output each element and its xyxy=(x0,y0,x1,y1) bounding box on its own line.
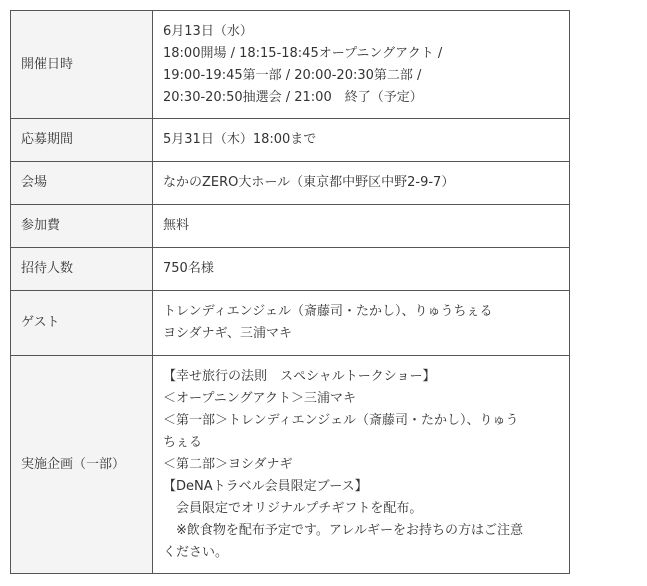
value-line: ちぇる xyxy=(163,434,203,450)
value-line: 無料 xyxy=(163,218,190,233)
value-line: なかのZERO大ホール（東京都中野区中野2-9-7） xyxy=(163,175,455,190)
table-row-invitees xyxy=(11,248,570,291)
row-value xyxy=(153,248,570,291)
table-row-guests xyxy=(11,291,570,356)
value-line: トレンディエンジェル（斎藤司・たかし）、りゅうちぇる xyxy=(163,304,493,319)
row-label: 会場 xyxy=(11,162,153,205)
row-label: 応募期間 xyxy=(11,119,153,162)
table-row-program xyxy=(11,356,570,574)
value-line: 会員限定でオリジナルプチギフトを配布。 xyxy=(163,500,423,516)
value-line: 20:30-20:50抽選会 / 21:00 終了（予定） xyxy=(163,89,423,105)
row-label: 実施企画（一部） xyxy=(11,356,153,574)
value-line: ください。 xyxy=(163,544,229,560)
row-value xyxy=(153,119,570,162)
value-line: 18:00開場 / 18:15-18:45オープニングアクト / xyxy=(163,45,443,61)
value-line: ※飲食物を配布予定です。アレルギーをお持ちの方はご注意 xyxy=(163,522,524,538)
row-value xyxy=(153,162,570,205)
value-line: ヨシダナギ、三浦マキ xyxy=(163,326,292,341)
row-label: 招待人数 xyxy=(11,248,153,291)
row-value xyxy=(153,291,570,356)
value-line: 6月13日（水） xyxy=(163,23,253,39)
row-label: ゲスト xyxy=(11,291,153,356)
event-info-table xyxy=(10,10,570,574)
value-line: ＜第一部＞トレンディエンジェル（斎藤司・たかし）、りゅう xyxy=(163,412,519,428)
value-line: ＜オープニングアクト＞三浦マキ xyxy=(163,390,357,406)
value-line: 19:00-19:45第一部 / 20:00-20:30第二部 / xyxy=(163,67,422,83)
table-row-datetime xyxy=(11,11,570,119)
table-row-venue xyxy=(11,162,570,205)
value-line: 5月31日（木）18:00まで xyxy=(163,132,317,147)
table-row-fee xyxy=(11,205,570,248)
row-label: 開催日時 xyxy=(11,11,153,119)
row-value xyxy=(153,11,570,119)
value-line: 750名様 xyxy=(163,261,214,276)
row-label: 参加費 xyxy=(11,205,153,248)
value-line: ＜第二部＞ヨシダナギ xyxy=(163,456,293,472)
row-value xyxy=(153,356,570,574)
value-line: 【幸せ旅行の法則 スペシャルトークショー】 xyxy=(163,368,436,384)
row-value xyxy=(153,205,570,248)
value-line: 【DeNAトラベル会員限定ブース】 xyxy=(163,478,368,494)
table-row-application-period xyxy=(11,119,570,162)
